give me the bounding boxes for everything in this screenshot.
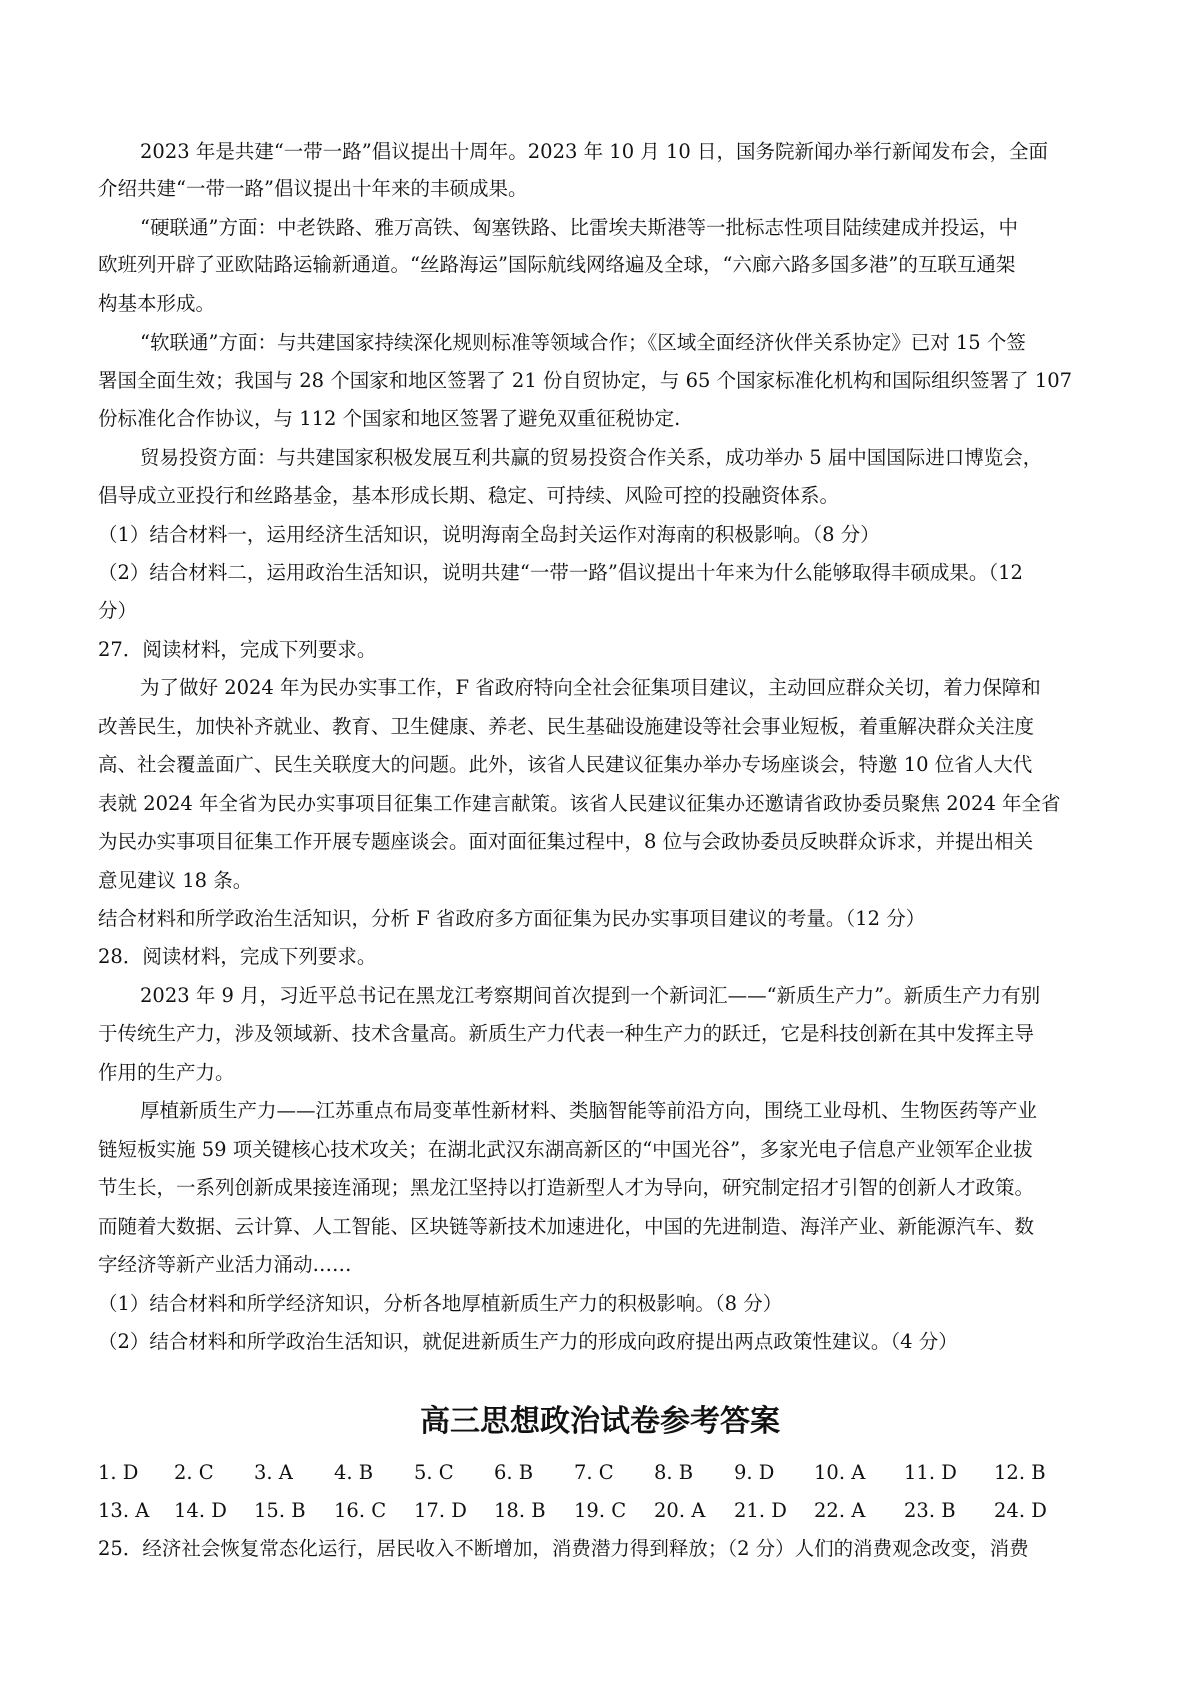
answer-item: 1. D — [98, 1461, 139, 1484]
answer-item: 16. C — [334, 1499, 387, 1522]
text-line: 作用的生产力。 — [98, 1061, 235, 1084]
text-line: 2023 年 9 月，习近平总书记在黑龙江考察期间首次提到一个新词汇——“新质生产力”。新质生产力有别 — [140, 984, 1041, 1007]
answer-item: 14. D — [174, 1499, 227, 1522]
text-line: 倡导成立亚投行和丝路基金，基本形成长期、稳定、可持续、风险可控的投融资体系。 — [98, 484, 840, 507]
text-line: 分） — [98, 599, 138, 622]
text-line: 意见建议 18 条。 — [98, 869, 253, 892]
text-line: （1）结合材料和所学经济知识，分析各地厚植新质生产力的积极影响。（8 分） — [98, 1292, 783, 1315]
text-line: 而随着大数据、云计算、人工智能、区块链等新技术加速进化，中国的先进制造、海洋产业、新能源汽车、数 — [98, 1215, 1035, 1238]
text-line: 厚植新质生产力——江苏重点布局变革性新材料、类脑智能等前沿方向，围绕工业母机、生物医药等产业 — [140, 1099, 1038, 1122]
answer-item: 4. B — [334, 1461, 374, 1484]
answer-item: 23. B — [904, 1499, 956, 1522]
text-line: 27．阅读材料，完成下列要求。 — [98, 638, 377, 661]
text-line: （1）结合材料一，运用经济生活知识，说明海南全岛封关运作对海南的积极影响。（8 分） — [98, 523, 880, 546]
answer-item: 15. B — [254, 1499, 306, 1522]
text-line: 欧班列开辟了亚欧陆路运输新通道。“丝路海运”国际航线网络遍及全球，“六廊六路多国多港”的互联互通架 — [98, 253, 1016, 276]
text-line: 改善民生，加快补齐就业、教育、卫生健康、养老、民生基础设施建设等社会事业短板，着重解决群众关注度 — [98, 715, 1035, 738]
answer-item: 24. D — [994, 1499, 1047, 1522]
text-line: 表就 2024 年全省为民办实事项目征集工作建言献策。该省人民建议征集办还邀请省政协委员聚焦 2024 年全省 — [98, 792, 1061, 815]
text-line: “软联通”方面：与共建国家持续深化规则标准等领域合作；《区域全面经济伙伴关系协定》已对 15 个签 — [140, 331, 1026, 354]
text-line: 署国全面生效；我国与 28 个国家和地区签署了 21 份自贸协定，与 65 个国家标准化机构和国际组织签署了 107 — [98, 369, 1073, 392]
answer-item: 12. B — [994, 1461, 1046, 1484]
answer-item: 6. B — [494, 1461, 534, 1484]
text-line: 链短板实施 59 项关键核心技术攻关；在湖北武汉东湖高新区的“中国光谷”，多家光电子信息产业领军企业拔 — [98, 1138, 1033, 1161]
answer-row-1 — [98, 1458, 1098, 1488]
answer-item: 20. A — [654, 1499, 706, 1522]
text-line: 介绍共建“一带一路”倡议提出十年来的丰硕成果。 — [98, 177, 528, 200]
text-line: 2023 年是共建“一带一路”倡议提出十周年。2023 年 10 月 10 日，国务院新闻办举行新闻发布会，全面 — [140, 140, 1049, 163]
answer-item: 10. A — [814, 1461, 866, 1484]
text-line: 字经济等新产业活力涌动…… — [98, 1253, 352, 1276]
text-line: 28．阅读材料，完成下列要求。 — [98, 945, 377, 968]
text-line: 结合材料和所学政治生活知识，分析 F 省政府多方面征集为民办实事项目建议的考量。（12 分） — [98, 907, 926, 930]
text-line: 构基本形成。 — [98, 292, 216, 315]
answer-key-title: 高三思想政治试卷参考答案 — [420, 1404, 780, 1439]
answer-item: 7. C — [574, 1461, 614, 1484]
text-line: （2）结合材料二，运用政治生活知识，说明共建“一带一路”倡议提出十年来为什么能够取得丰硕成果。（12 — [98, 561, 1023, 584]
text-line: 份标准化合作协议，与 112 个国家和地区签署了避免双重征税协定. — [98, 407, 681, 430]
answer-item: 22. A — [814, 1499, 866, 1522]
answer-item: 13. A — [98, 1499, 150, 1522]
answer-item: 19. C — [574, 1499, 627, 1522]
answer-item: 11. D — [904, 1461, 957, 1484]
text-line: 于传统生产力，涉及领域新、技术含量高。新质生产力代表一种生产力的跃迁，它是科技创新在其中发挥主导 — [98, 1022, 1035, 1045]
answer-item: 8. B — [654, 1461, 694, 1484]
answer-25-text: 25．经济社会恢复常态化运行，居民收入不断增加，消费潜力得到释放；（2 分）人们的消费观念改变，消费 — [98, 1537, 1029, 1560]
answer-item: 5. C — [414, 1461, 454, 1484]
text-line: （2）结合材料和所学政治生活知识，就促进新质生产力的形成向政府提出两点政策性建议。（4 分） — [98, 1330, 958, 1353]
text-line: 为民办实事项目征集工作开展专题座谈会。面对面征集过程中，8 位与会政协委员反映群众诉求，并提出相关 — [98, 830, 1034, 853]
answer-item: 3. A — [254, 1461, 293, 1484]
answer-item: 17. D — [414, 1499, 467, 1522]
text-line: 高、社会覆盖面广、民生关联度大的问题。此外，该省人民建议征集办举办专场座谈会，特邀 10 位省人大代 — [98, 753, 1033, 776]
answer-item: 18. B — [494, 1499, 546, 1522]
answer-item: 21. D — [734, 1499, 787, 1522]
text-line: 为了做好 2024 年为民办实事工作，F 省政府特向全社会征集项目建议，主动回应群众关切，着力保障和 — [140, 676, 1041, 699]
text-line: 节生长，一系列创新成果接连涌现；黑龙江坚持以打造新型人才为导向，研究制定招才引智的创新人才政策。 — [98, 1176, 1035, 1199]
text-line: “硬联通”方面：中老铁路、雅万高铁、匈塞铁路、比雷埃夫斯港等一批标志性项目陆续建成并投运，中 — [140, 216, 1018, 239]
answer-item: 9. D — [734, 1461, 775, 1484]
answer-item: 2. C — [174, 1461, 214, 1484]
answer-row-2 — [98, 1496, 1098, 1526]
text-line: 贸易投资方面：与共建国家积极发展互利共赢的贸易投资合作关系，成功举办 5 届中国国际进口博览会， — [140, 446, 1043, 469]
